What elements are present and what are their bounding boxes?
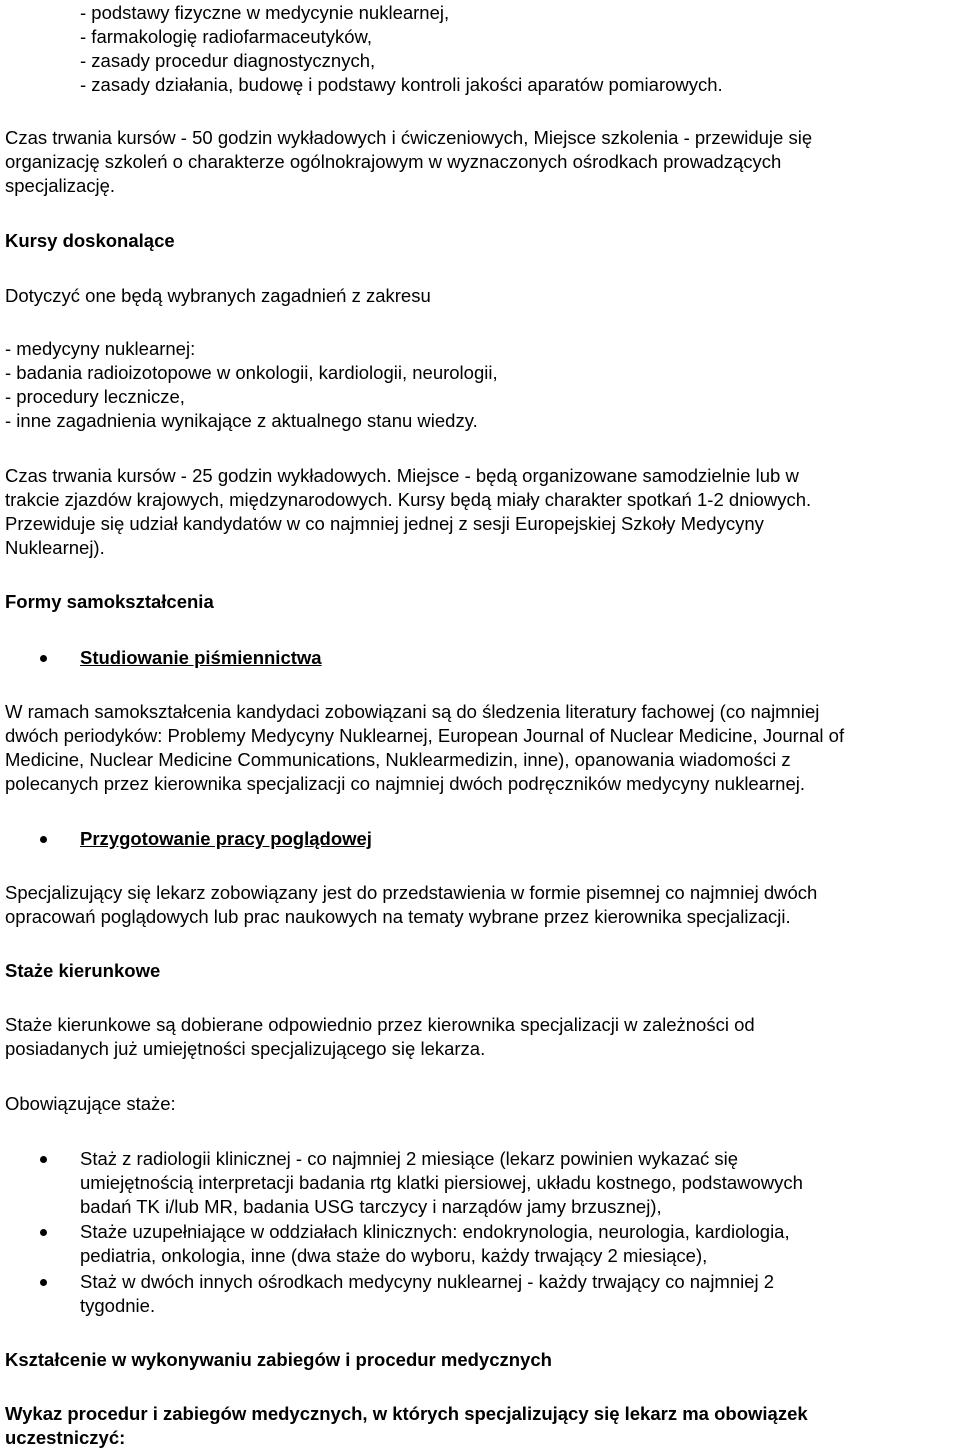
staze-paragraph	[5, 1013, 960, 1061]
bullet-icon	[40, 836, 47, 843]
list-item: - badania radioizotopowe w onkologii, kardiologii, neurologii,	[5, 362, 498, 383]
bullet-heading-text: Przygotowanie pracy poglądowej	[80, 828, 372, 849]
kursy-list	[5, 337, 960, 433]
przygotowanie-paragraph	[5, 881, 960, 929]
paragraph-line: Czas trwania kursów - 25 godzin wykładowych. Miejsce - będą organizowane samodzielnie lub w	[5, 465, 799, 486]
list-item-line: Staż z radiologii klinicznej - co najmniej 2 miesiące (lekarz powinien wykazać się	[80, 1148, 739, 1169]
paragraph-line: opracowań poglądowych lub prac naukowych na tematy wybrane przez kierownika specjalizacji.	[5, 906, 791, 927]
bullet-icon	[40, 655, 47, 662]
bullet-heading-przygotowanie	[80, 827, 950, 851]
staz-list-item	[80, 1220, 950, 1268]
list-item: - procedury lecznicze,	[5, 386, 185, 407]
paragraph-line: Staże kierunkowe są dobierane odpowiednio przez kierownika specjalizacji w zależności od	[5, 1014, 755, 1035]
list-item-line: tygodnie.	[80, 1295, 156, 1316]
bullet-heading-text: Studiowanie piśmiennictwa	[80, 647, 322, 668]
paragraph-line: organizację szkoleń o charakterze ogólnokrajowym w wyznaczonych ośrodkach prowadzących	[5, 151, 782, 172]
list-item-line: badań TK i/lub MR, badania USG tarczycy i narządów jamy brzusznej),	[80, 1196, 662, 1217]
section-heading-kursy: Kursy doskonalące	[5, 230, 175, 251]
bullet-heading-studiowanie	[80, 646, 950, 670]
intro-list	[80, 1, 950, 97]
staz-list-item	[80, 1147, 950, 1219]
list-item: - podstawy fizyczne w medycynie nuklearnej,	[80, 2, 450, 23]
paragraph-line: polecanych przez kierownika specjalizacji co najmniej dwóch podręczników medycyny nuklearnej.	[5, 773, 805, 794]
paragraph-line: Czas trwania kursów - 50 godzin wykładowych i ćwiczeniowych, Miejsce szkolenia - przewiduje się	[5, 127, 813, 148]
bullet-icon	[40, 1229, 47, 1236]
paragraph-line: posiadanych już umiejętności specjalizującego się lekarza.	[5, 1038, 486, 1059]
bullet-icon	[40, 1279, 47, 1286]
bullet-icon	[40, 1156, 47, 1163]
studiowanie-paragraph	[5, 700, 960, 796]
list-item: - zasady działania, budowę i podstawy kontroli jakości aparatów pomiarowych.	[80, 74, 723, 95]
paragraph-line: trakcie zjazdów krajowych, międzynarodowych. Kursy będą miały charakter spotkań 1-2 dniowych.	[5, 489, 812, 510]
paragraph-line: Przewiduje się udział kandydatów w co najmniej jednej z sesji Europejskiej Szkoły Medycyny	[5, 513, 764, 534]
staze-required-label: Obowiązujące staże:	[5, 1093, 176, 1114]
list-item: - zasady procedur diagnostycznych,	[80, 50, 376, 71]
subheading-line: uczestniczyć:	[5, 1427, 126, 1448]
paragraph-line: W ramach samokształcenia kandydaci zobowiązani są do śledzenia literatury fachowej (co najmniej	[5, 701, 820, 722]
list-item: - medycyny nuklearnej:	[5, 338, 196, 359]
section-heading-formy: Formy samokształcenia	[5, 591, 214, 612]
list-item-line: umiejętnością interpretacji badania rtg klatki piersiowej, układu kostnego, podstawowych	[80, 1172, 803, 1193]
paragraph-line: Nuklearnej).	[5, 537, 105, 558]
list-item: - inne zagadnienia wynikające z aktualnego stanu wiedzy.	[5, 410, 478, 431]
list-item-line: pediatria, onkologia, inne (dwa staże do wyboru, każdy trwający 2 miesiące),	[80, 1245, 708, 1266]
list-item: - farmakologię radiofarmaceutyków,	[80, 26, 373, 47]
section-heading-procedury: Kształcenie w wykonywaniu zabiegów i procedur medycznych	[5, 1349, 552, 1370]
paragraph-line: Medicine, Nuclear Medicine Communications, Nuklearmedizin, inne), opanowania wiadomości z	[5, 749, 791, 770]
section-heading-staze: Staże kierunkowe	[5, 960, 161, 981]
paragraph-line: Specjalizujący się lekarz zobowiązany jest do przedstawienia w formie pisemnej co najmniej dwóch	[5, 882, 818, 903]
kursy-intro: Dotyczyć one będą wybranych zagadnień z zakresu	[5, 285, 431, 306]
list-item-line: Staż w dwóch innych ośrodkach medycyny nuklearnej - każdy trwający co najmniej 2	[80, 1271, 775, 1292]
paragraph-line: dwóch periodyków: Problemy Medycyny Nuklearnej, European Journal of Nuclear Medicine, Journal of	[5, 725, 845, 746]
list-item-line: Staże uzupełniające w oddziałach klinicznych: endokrynologia, neurologia, kardiologia,	[80, 1221, 790, 1242]
subheading-line: Wykaz procedur i zabiegów medycznych, w których specjalizujący się lekarz ma obowiązek	[5, 1403, 808, 1424]
staz-list-item	[80, 1270, 950, 1318]
course-duration-paragraph	[5, 126, 960, 198]
procedury-subheading	[5, 1402, 960, 1450]
paragraph-line: specjalizację.	[5, 175, 116, 196]
kursy-duration-paragraph	[5, 464, 960, 560]
